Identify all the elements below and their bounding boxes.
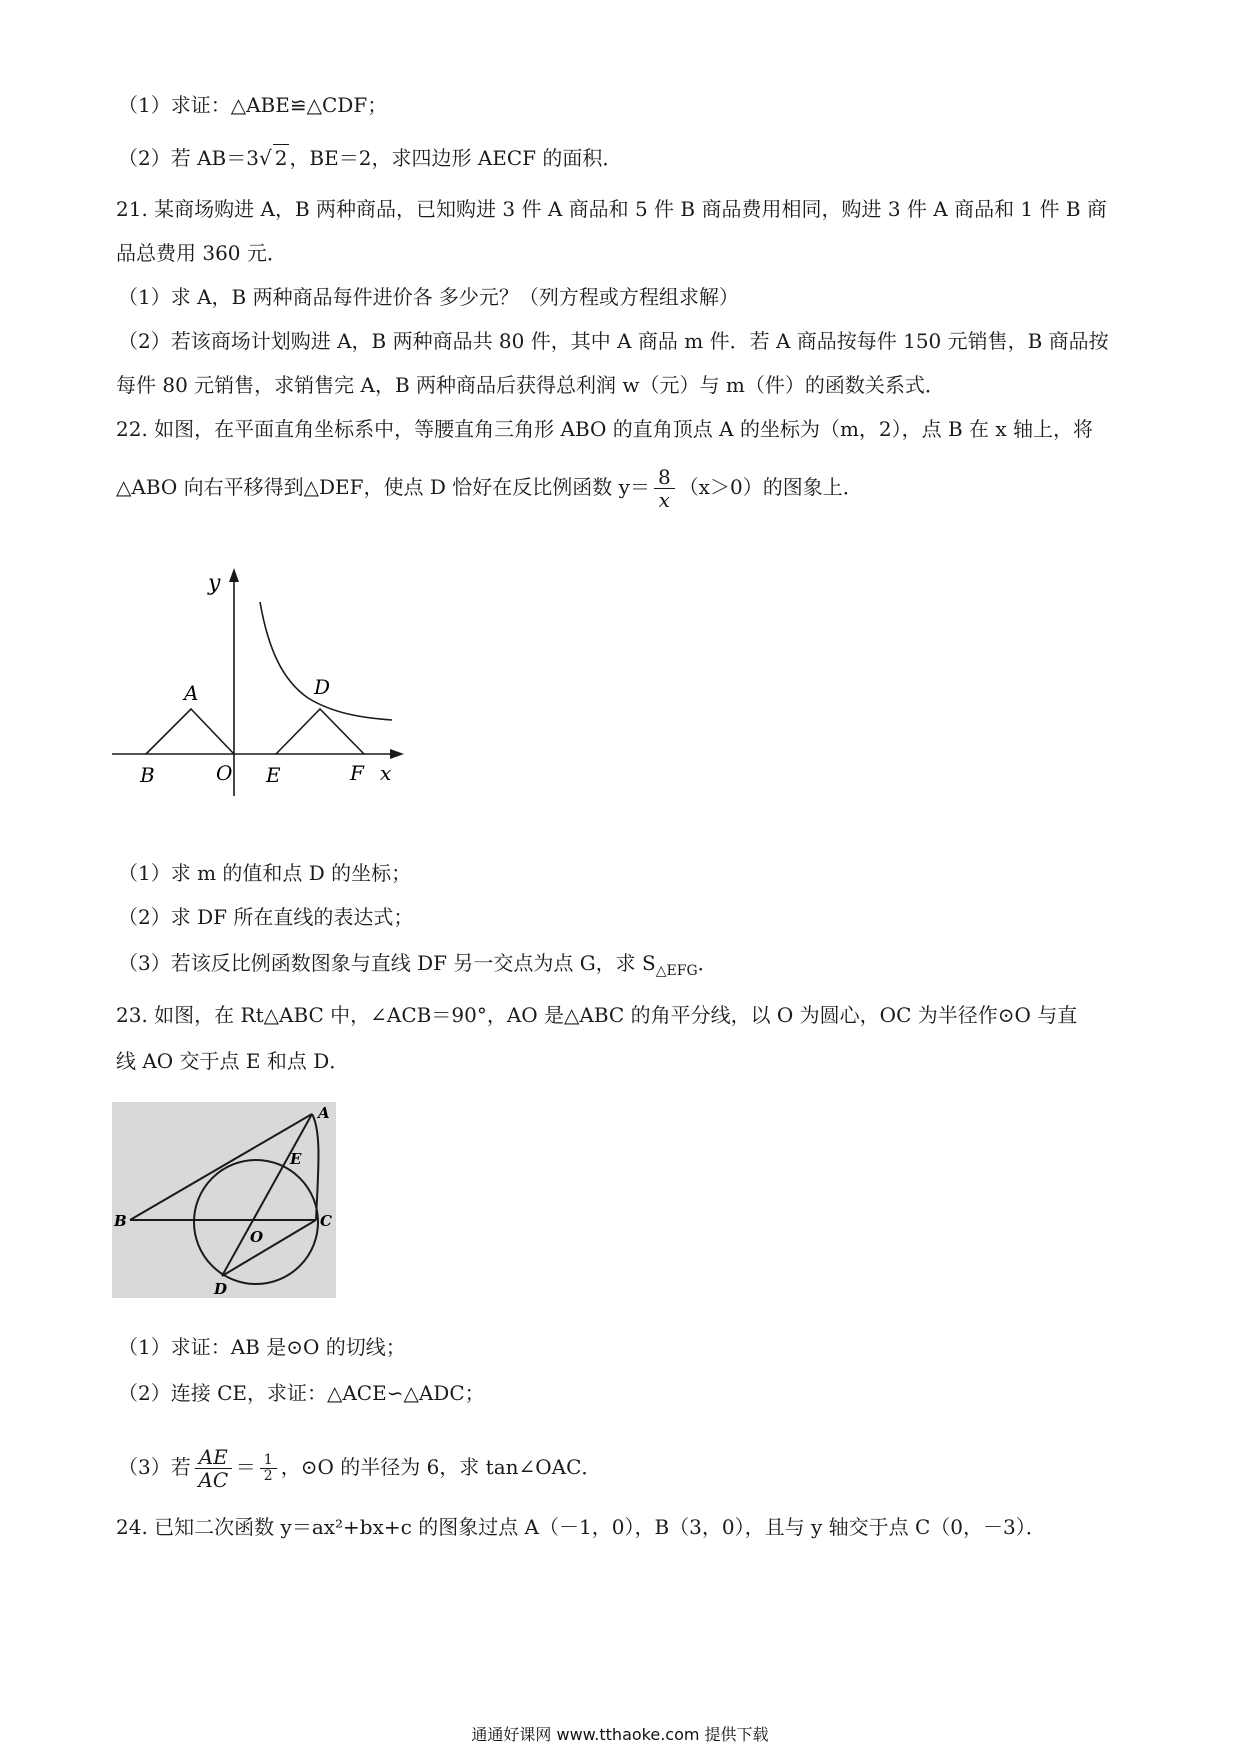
label-B: B: [114, 1212, 127, 1230]
triangle-DEF: [276, 709, 364, 754]
q24-stem: 24. 已知二次函数 y＝ax²+bx+c 的图象过点 A（－1，0），B（3，0），且与 y 轴交于点 C（0，－3）．: [116, 1515, 1046, 1539]
q21-part1: （1）求 A，B 两种商品每件进价各 多少元？（列方程或方程组求解）: [118, 285, 739, 309]
label-y: y: [208, 571, 221, 596]
label-D: D: [214, 1280, 228, 1298]
q22-part3-subscript: △EFG: [655, 963, 698, 979]
label-C: C: [320, 1212, 332, 1230]
q23-part1: （1）求证：AB 是⊙O 的切线；: [118, 1335, 406, 1359]
label-E: E: [290, 1150, 302, 1168]
q23-circle-figure: [112, 1102, 336, 1298]
q22-coordinate-figure: [112, 568, 412, 800]
fraction-8-over-x: [654, 466, 675, 511]
q23-part3-equals: ＝: [235, 1455, 256, 1479]
q23-part3-post: ，⊙O 的半径为 6，求 tan∠OAC．: [280, 1455, 602, 1479]
q22-part3-pre: （3）若该反比例函数图象与直线 DF 另一交点为点 G，求 S: [118, 951, 656, 975]
fraction-AE-over-AC: [195, 1446, 232, 1491]
label-x: x: [380, 761, 392, 785]
half-numerator: 1: [260, 1453, 277, 1469]
q22-part3-post: ．: [697, 951, 718, 975]
hyperbola-curve: [260, 602, 392, 720]
label-F: F: [350, 761, 364, 785]
q21-stem-line1: 21. 某商场购进 A，B 两种商品，已知购进 3 件 A 商品和 5 件 B 商品费用相同，购进 3 件 A 商品和 1 件 B 商: [116, 197, 1107, 221]
q22-part2: （2）求 DF 所在直线的表达式；: [118, 905, 414, 929]
fraction-numerator: AE: [195, 1446, 232, 1469]
q20-part1: （1）求证：△ABE≌△CDF；: [118, 93, 388, 117]
fraction-denominator: x: [658, 488, 670, 512]
q20-part2-pre: （2）若 AB＝3: [118, 146, 259, 170]
q22-stem-line1: 22. 如图，在平面直角坐标系中，等腰直角三角形 ABO 的直角顶点 A 的坐标为（m，2），点 B 在 x 轴上，将: [116, 417, 1094, 441]
q20-radicand: 2: [274, 146, 288, 170]
page-footer: 通通好课网 www.tthaoke.com 提供下载: [471, 1725, 769, 1744]
q22-stem-line2-pre: △ABO 向右平移得到△DEF，使点 D 恰好在反比例函数 y＝: [116, 475, 650, 499]
q20-part2: [118, 144, 622, 171]
q22-stem-line2: [116, 466, 863, 511]
label-B: B: [140, 763, 155, 787]
y-axis-arrow-icon: [229, 568, 239, 582]
label-O: O: [216, 761, 233, 785]
q23-part3: [118, 1446, 601, 1491]
triangle-ABO: [146, 709, 234, 754]
label-A: A: [184, 681, 199, 705]
half-denominator: 2: [263, 1468, 273, 1484]
q23-stem-line2: 线 AO 交于点 E 和点 D．: [116, 1049, 350, 1073]
label-O: O: [250, 1228, 264, 1246]
q20-part2-post: ，BE＝2，求四边形 AECF 的面积．: [289, 146, 623, 170]
q23-part3-pre: （3）若: [118, 1455, 191, 1479]
q22-part1: （1）求 m 的值和点 D 的坐标；: [118, 861, 412, 885]
q21-part2-line2: 每件 80 元销售，求销售完 A，B 两种商品后获得总利润 w（元）与 m（件）的函数关系式．: [116, 373, 945, 397]
q21-stem-line2: 品总费用 360 元．: [116, 241, 287, 265]
fraction-numerator: 8: [654, 466, 675, 489]
sqrt-symbol: √: [258, 146, 272, 170]
q23-part2: （2）连接 CE，求证：△ACE∽△ADC；: [118, 1381, 485, 1405]
q22-part3: [118, 950, 718, 984]
label-D: D: [314, 675, 331, 699]
label-A: A: [318, 1104, 330, 1122]
q23-stem-line1: 23. 如图，在 Rt△ABC 中，∠ACB＝90°，AO 是△ABC 的角平分线，以 O 为圆心，OC 为半径作⊙O 与直: [116, 1003, 1078, 1027]
q21-part2-line1: （2）若该商场计划购进 A，B 两种商品共 80 件，其中 A 商品 m 件．若 A 商品按每件 150 元销售，B 商品按: [118, 329, 1109, 353]
x-axis-arrow-icon: [390, 749, 404, 759]
fraction-denominator: AC: [198, 1468, 229, 1492]
q22-stem-line2-post: （x＞0）的图象上．: [678, 475, 863, 499]
fraction-one-half: [260, 1453, 277, 1484]
label-E: E: [266, 763, 281, 787]
